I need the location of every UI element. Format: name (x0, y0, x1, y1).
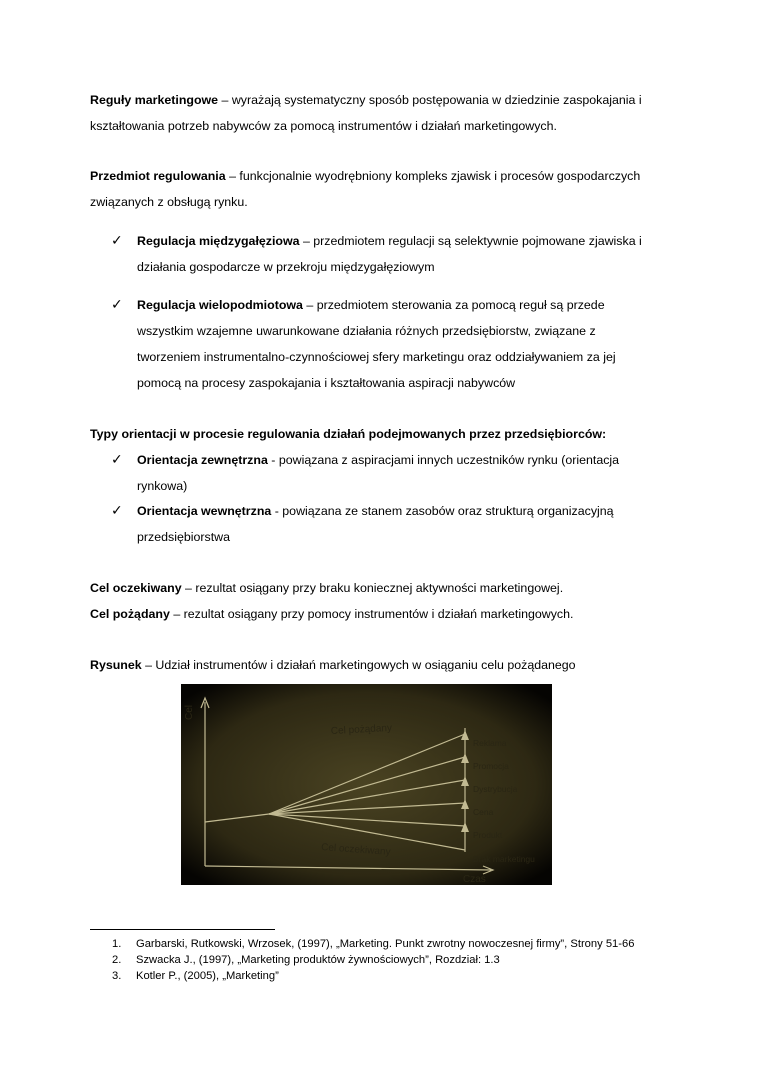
paragraph-przedmiot (90, 163, 680, 215)
paragraph-cel-pozadany (90, 601, 680, 627)
bullet-orientacja-wewnetrzna (137, 498, 677, 550)
footnote-text: Garbarski, Rutkowski, Wrzosek, (1997), „Marketing. Punkt zwrotny nowoczesnej firmy”, Strony 51-66 (136, 938, 635, 950)
footnote-text: Szwacka J., (1997), „Marketing produktów żywnościowych”, Rozdział: 1.3 (136, 954, 500, 966)
term-regulacja-miedzygaleziowa: Regulacja międzygałęziowa (137, 234, 300, 248)
text-orientacja-wewnetrzna: - powiązana ze stanem zasobów oraz strukturą organizacyjną (271, 504, 614, 518)
text-cel-pozadany: – rezultat osiągany przy pomocy instrumentów i działań marketingowych. (169, 607, 574, 621)
checkmark-icon: ✓ (111, 503, 123, 519)
figure-upper-label: Cel pożądany (330, 722, 393, 737)
text-regulacja-miedzygaleziowa: – przedmiotem regulacji są selektywnie pojmowane zjawiska i (299, 234, 642, 248)
checkmark-icon: ✓ (111, 452, 123, 468)
text-line: rynkowa) (137, 479, 188, 493)
figure-caption (90, 652, 680, 678)
text-line: wszystkim wzajemne uwarunkowane działania różnych przedsiębiorstw, związane z (137, 324, 596, 338)
text-orientacja-zewnetrzna: - powiązana z aspiracjami innych uczestników rynku (orientacja (267, 453, 620, 467)
segment-label: Reklama (473, 738, 507, 748)
footnote (112, 952, 712, 968)
text-line: przedsiębiorstwa (137, 530, 230, 544)
footnote-text: Kotler P., (2005), „Marketing” (136, 970, 279, 982)
term-przedmiot: Przedmiot regulowania (90, 169, 226, 183)
text-cel-oczekiwany: – rezultat osiągany przy braku koniecznej aktywności marketingowej. (181, 581, 564, 595)
text-reguly: – wyrażają systematyczny sposób postępowania w dziedzinie zaspokajania i (218, 93, 642, 107)
text-line: działania gospodarcze w przekroju międzygałęziowym (137, 260, 435, 274)
term-regulacja-wielopodmiotowa: Regulacja wielopodmiotowa (137, 298, 303, 312)
text-reguly-line2: kształtowania potrzeb nabywców za pomocą instrumentów i działań marketingowych. (90, 119, 557, 133)
term-cel-oczekiwany: Cel oczekiwany (90, 581, 182, 595)
paragraph-cel-oczekiwany (90, 575, 680, 601)
heading-typy-orientacji: Typy orientacji w procesie regulowania działań podejmowanych przez przedsiębiorców: (90, 427, 607, 441)
footnote (112, 968, 712, 984)
footnote-separator (90, 929, 275, 930)
footnote-number: 1. (112, 938, 122, 950)
bullet-orientacja-zewnetrzna (137, 447, 677, 499)
text-regulacja-wielopodmiotowa: – przedmiotem sterowania za pomocą reguł są przede (302, 298, 605, 312)
checkmark-icon: ✓ (111, 233, 123, 249)
segment-label: Cena (473, 807, 494, 817)
footnote (112, 936, 712, 952)
segment-label: Produkt (473, 830, 503, 840)
figure-lower-label: Cel oczekiwany (320, 842, 391, 858)
figure-y-axis-label: Cel (184, 704, 195, 720)
segment-label: Promocja (473, 761, 509, 771)
term-orientacja-zewnetrzna: Orientacja zewnętrzna (137, 453, 268, 467)
checkmark-icon: ✓ (111, 297, 123, 313)
segment-label: Brak marketingu (473, 854, 535, 864)
text-przedmiot: – funkcjonalnie wyodrębniony kompleks zjawisk i procesów gospodarczych (225, 169, 641, 183)
figure-x-axis-label: Czas (463, 874, 486, 885)
paragraph-reguly (90, 87, 680, 139)
term-reguly: Reguły marketingowe (90, 93, 219, 107)
marketing-goal-figure (181, 684, 552, 885)
segment-label: Dystrybucja (473, 784, 518, 794)
bullet-regulacja-miedzygaleziowa (137, 228, 677, 280)
footnote-number: 3. (112, 970, 122, 982)
text-line: tworzeniem instrumentalno-czynnościowej sfery marketingu oraz oddziaływaniem za jej (137, 350, 616, 364)
text-rysunek: – Udział instrumentów i działań marketingowych w osiąganiu celu pożądanego (141, 658, 576, 672)
text-przedmiot-line2: związanych z obsługą rynku. (90, 195, 248, 209)
text-line: pomocą na procesy zaspokajania i kształtowania aspiracji nabywców (137, 376, 516, 390)
term-rysunek: Rysunek (90, 658, 142, 672)
bullet-regulacja-wielopodmiotowa (137, 292, 677, 396)
term-cel-pozadany: Cel pożądany (90, 607, 170, 621)
footnote-number: 2. (112, 954, 122, 966)
term-orientacja-wewnetrzna: Orientacja wewnętrzna (137, 504, 272, 518)
